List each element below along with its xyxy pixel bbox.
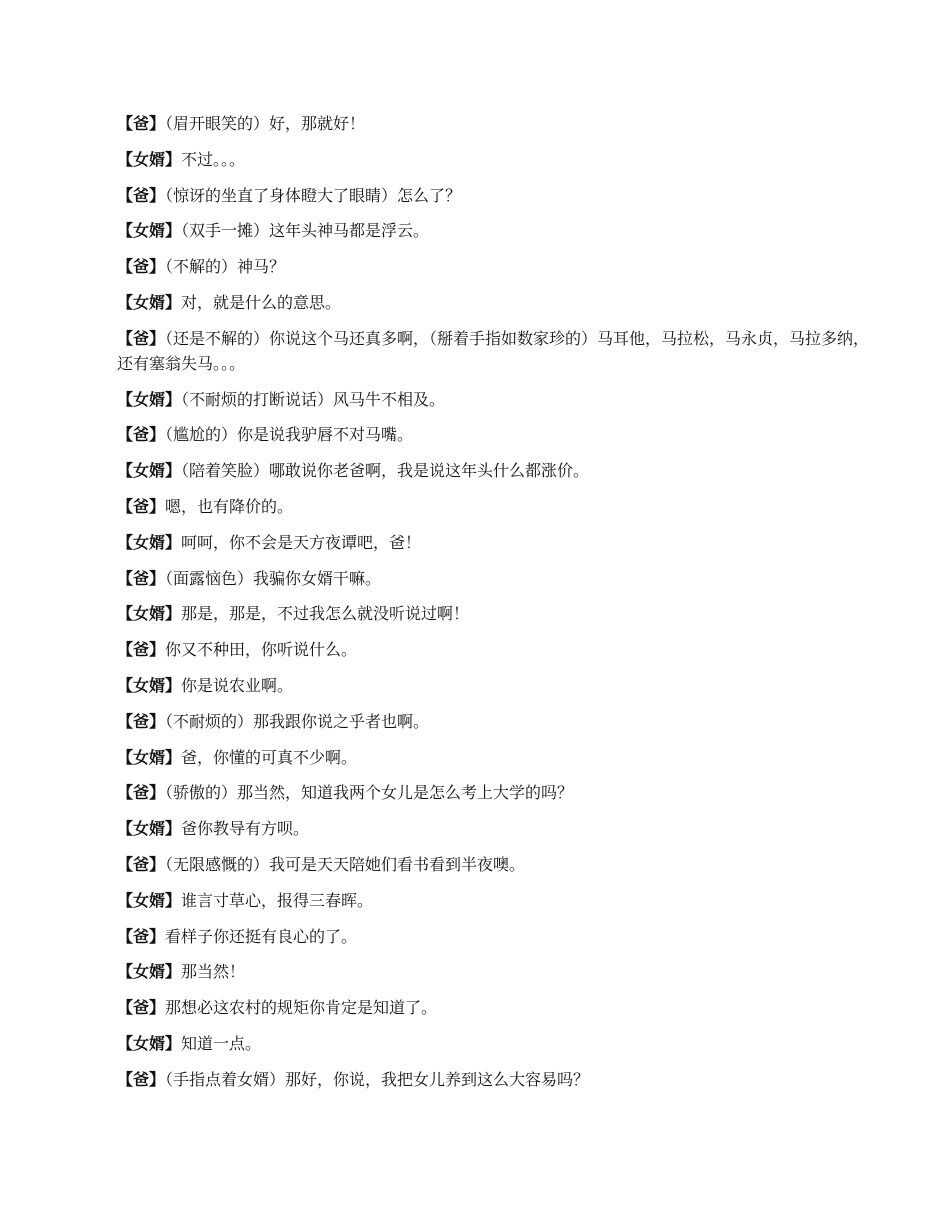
dialogue-line [117, 387, 877, 412]
speaker-label: 【女婿】 [117, 1033, 182, 1053]
dialogue-text: （双手一摊）这年头神马都是浮云。 [181, 221, 430, 241]
speaker-label: 【爸】 [117, 783, 166, 803]
speaker-label: 【爸】 [117, 425, 166, 445]
dialogue-line [117, 111, 877, 136]
dialogue-text: 谁言寸草心，报得三春晖。 [181, 890, 374, 910]
dialogue-line [117, 924, 877, 949]
dialogue-text: 呵呵，你不会是天方夜谭吧，爸！ [181, 532, 422, 552]
dialogue-text: （尴尬的）你是说我驴唇不对马嘴。 [165, 425, 414, 445]
speaker-label: 【爸】 [117, 328, 166, 348]
dialogue-text: 你又不种田，你听说什么。 [165, 640, 358, 660]
speaker-label: 【女婿】 [117, 604, 182, 624]
speaker-label: 【女婿】 [117, 675, 182, 695]
dialogue-script [117, 111, 877, 1103]
dialogue-line [117, 709, 877, 734]
dialogue-line [117, 959, 877, 984]
speaker-label: 【女婿】 [117, 819, 182, 839]
dialogue-line [117, 1031, 877, 1056]
speaker-label: 【爸】 [117, 496, 166, 516]
dialogue-line [117, 530, 877, 555]
speaker-label: 【爸】 [117, 1069, 166, 1089]
dialogue-line [117, 566, 877, 591]
speaker-label: 【爸】 [117, 568, 166, 588]
speaker-label: 【爸】 [117, 114, 166, 133]
dialogue-text: 不过。。。 [181, 149, 246, 169]
dialogue-line [117, 326, 877, 376]
speaker-label: 【女婿】 [117, 221, 182, 241]
dialogue-line [117, 745, 877, 770]
dialogue-line [117, 422, 877, 447]
dialogue-text: 知道一点。 [181, 1033, 262, 1053]
dialogue-line [117, 601, 877, 626]
dialogue-line [117, 218, 877, 243]
dialogue-text: （还是不解的）你说这个马还真多啊，（掰着手指如数家珍的）马耳他，马拉松，马永贞，马拉多纳，还有塞翁失马。。。 [117, 328, 870, 373]
dialogue-line [117, 637, 877, 662]
speaker-label: 【女婿】 [117, 389, 182, 409]
dialogue-line [117, 780, 877, 805]
dialogue-line [117, 290, 877, 315]
dialogue-line [117, 147, 877, 172]
speaker-label: 【女婿】 [117, 292, 182, 312]
dialogue-text: （不解的）神马？ [165, 257, 286, 277]
dialogue-line [117, 458, 877, 483]
dialogue-line [117, 888, 877, 913]
dialogue-text: 那当然！ [181, 962, 246, 982]
dialogue-text: 那想必这农村的规矩你肯定是知道了。 [165, 998, 438, 1018]
dialogue-line [117, 995, 877, 1020]
speaker-label: 【女婿】 [117, 962, 182, 982]
dialogue-text: 爸你教导有方呗。 [181, 819, 310, 839]
dialogue-text: 爸，你懂的可真不少啊。 [181, 747, 358, 767]
dialogue-text: （眉开眼笑的）好，那就好！ [165, 114, 366, 133]
dialogue-text: 看样子你还挺有良心的了。 [165, 926, 358, 946]
speaker-label: 【女婿】 [117, 890, 182, 910]
dialogue-text: （不耐烦的）那我跟你说之乎者也啊。 [165, 711, 430, 731]
speaker-label: 【爸】 [117, 257, 166, 277]
speaker-label: 【爸】 [117, 998, 166, 1018]
speaker-label: 【女婿】 [117, 532, 182, 552]
speaker-label: 【女婿】 [117, 461, 182, 481]
speaker-label: 【女婿】 [117, 149, 182, 169]
dialogue-line [117, 673, 877, 698]
dialogue-text: （无限感慨的）我可是天天陪她们看书看到半夜噢。 [165, 854, 526, 874]
speaker-label: 【爸】 [117, 711, 166, 731]
dialogue-text: （骄傲的）那当然，知道我两个女儿是怎么考上大学的吗？ [165, 783, 574, 803]
dialogue-text: （陪着笑脸）哪敢说你老爸啊，我是说这年头什么都涨价。 [181, 461, 590, 481]
speaker-label: 【女婿】 [117, 747, 182, 767]
speaker-label: 【爸】 [117, 185, 166, 205]
dialogue-line [117, 254, 877, 279]
speaker-label: 【爸】 [117, 640, 166, 660]
dialogue-line [117, 816, 877, 841]
dialogue-text: （惊讶的坐直了身体瞪大了眼睛）怎么了？ [165, 185, 462, 205]
dialogue-line [117, 183, 877, 208]
dialogue-line [117, 494, 877, 519]
dialogue-text: 嗯，也有降价的。 [165, 496, 294, 516]
dialogue-text: 你是说农业啊。 [181, 675, 294, 695]
dialogue-text: （面露恼色）我骗你女婿干嘛。 [165, 568, 382, 588]
dialogue-text: （不耐烦的打断说话）风马牛不相及。 [181, 389, 446, 409]
dialogue-text: 对，就是什么的意思。 [181, 292, 342, 312]
speaker-label: 【爸】 [117, 854, 166, 874]
dialogue-text: （手指点着女婿）那好，你说，我把女儿养到这么大容易吗？ [165, 1069, 590, 1089]
dialogue-line [117, 852, 877, 877]
speaker-label: 【爸】 [117, 926, 166, 946]
dialogue-text: 那是，那是，不过我怎么就没听说过啊！ [181, 604, 470, 624]
dialogue-line [117, 1067, 877, 1092]
